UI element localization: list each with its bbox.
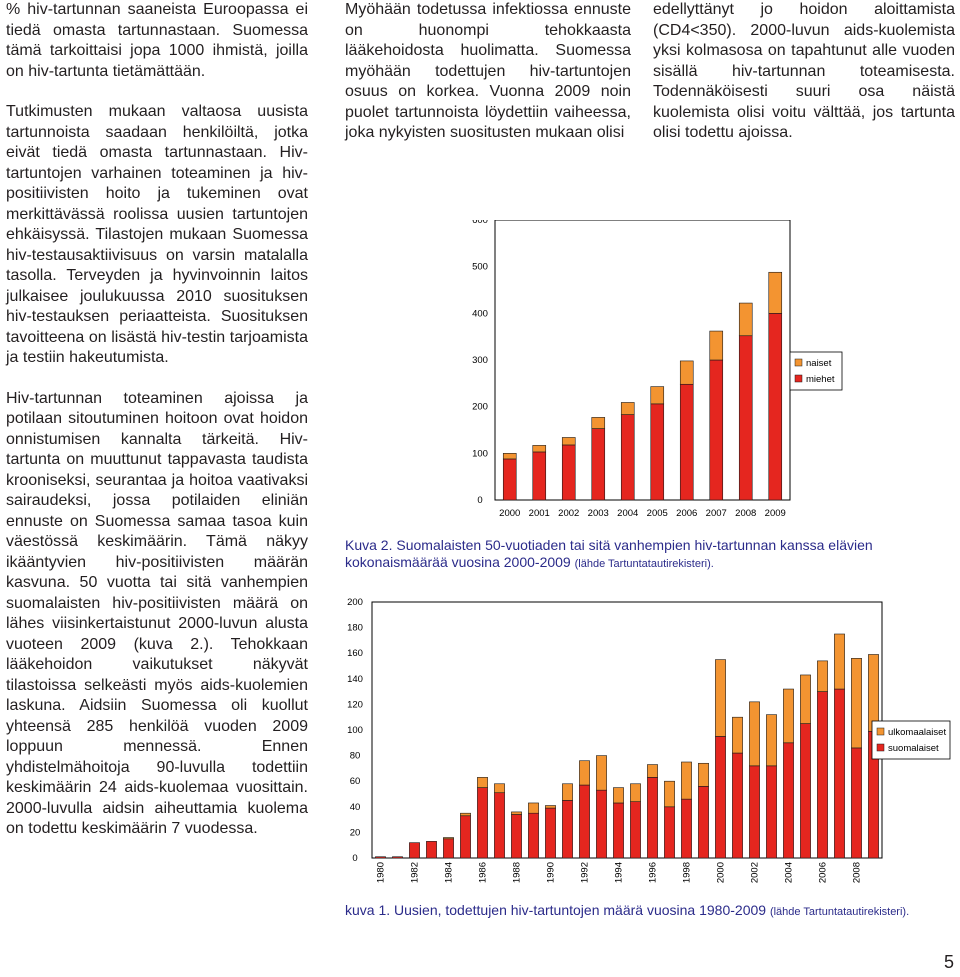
legend-swatch [877, 744, 884, 751]
bar-miehet-2006 [680, 384, 693, 500]
y-tick-label: 500 [472, 261, 488, 273]
y-tick-label: 80 [349, 750, 361, 762]
y-tick-label: 180 [347, 622, 363, 634]
bar-ulkomaalaiset-1997 [664, 781, 674, 807]
bar-ulkomaalaiset-1994 [613, 788, 623, 803]
bar-suomalaiset-1985 [460, 816, 470, 858]
x-tick-label: 2001 [528, 508, 550, 519]
bar-naiset-2007 [710, 331, 723, 360]
bar-suomalaiset-2004 [783, 743, 793, 858]
y-tick-label: 0 [477, 495, 483, 506]
bar-ulkomaalaiset-1993 [596, 756, 606, 791]
y-tick-label: 100 [472, 448, 488, 460]
bar-suomalaiset-2005 [800, 724, 810, 858]
x-tick-label: 1994 [613, 862, 625, 884]
bar-suomalaiset-1994 [613, 803, 623, 858]
bar-suomalaiset-1999 [698, 786, 708, 858]
bar-ulkomaalaiset-1996 [647, 765, 657, 778]
x-tick-label: 1986 [477, 862, 489, 884]
bar-ulkomaalaiset-2003 [766, 715, 776, 766]
bar-miehet-2002 [562, 445, 575, 500]
bar-ulkomaalaiset-1992 [579, 761, 589, 785]
x-tick-label: 1992 [579, 862, 591, 884]
bar-naiset-2005 [651, 387, 664, 404]
bar-suomalaiset-1982 [409, 843, 419, 858]
bar-naiset-2006 [680, 361, 693, 384]
bar-ulkomaalaiset-2009 [868, 654, 878, 731]
bar-ulkomaalaiset-2004 [783, 689, 793, 743]
text-column-1 [6, 0, 308, 840]
bar-ulkomaalaiset-1987 [494, 784, 504, 793]
legend-label: naiset [806, 358, 832, 369]
bar-suomalaiset-1989 [528, 813, 538, 858]
bar-ulkomaalaiset-1990 [545, 806, 555, 809]
caption-source: (lähde Tartuntatautirekisteri). [769, 906, 910, 918]
bar-miehet-2008 [739, 336, 752, 500]
caption-text: kuva 1. Uusien, todettujen hiv-tartuntojen määrä vuosina 1980-2009 [345, 902, 767, 918]
paragraph: Myöhään todetussa infektiossa ennuste on huonompi tehokkaasta lääkehoidosta huolimatta. Suomessa myöhään todettujen hiv-tartuntojen osuus on korkea. Vuonna 2009 noin puolet tartunnoista löydettiin vaiheessa, joka nykyisten suositusten mukaan olisi [345, 1, 631, 141]
chart-kuva-1-svg [342, 598, 954, 896]
bar-suomalaiset-1988 [511, 814, 521, 858]
caption-kuva-1 [345, 902, 945, 921]
x-tick-label: 1996 [647, 862, 659, 884]
x-tick-label: 2002 [749, 862, 761, 884]
bar-naiset-2004 [621, 402, 634, 414]
bar-naiset-2002 [562, 437, 575, 444]
y-tick-label: 200 [347, 598, 363, 608]
bar-miehet-2007 [710, 360, 723, 500]
x-tick-label: 2000 [715, 862, 727, 884]
bar-miehet-2005 [651, 404, 664, 500]
x-tick-label: 1988 [511, 862, 523, 884]
legend-label: ulkomaalaiset [888, 727, 947, 738]
bar-suomalaiset-2002 [749, 766, 759, 858]
bar-miehet-2000 [503, 459, 516, 500]
bar-ulkomaalaiset-1988 [511, 812, 521, 815]
x-tick-label: 2004 [783, 862, 795, 884]
bar-ulkomaalaiset-1989 [528, 803, 538, 813]
bar-miehet-2003 [592, 429, 605, 500]
paragraph: Hiv-tartunnan toteaminen ajoissa ja potilaan sitoutuminen hoitoon ovat hoidon onnistumisen kannalta tärkeitä. Hiv-tartunta on muuttunut tappavasta taudista krooniseksi, seurantaa ja hoitoa vaativaksi sairaudeksi, jossa potilaiden eliniän ennuste on Suomessa samaa tasoa kuin väestössä keskimäärin. Tämä näkyy ikääntyvien hiv-positiivisten määrän kasvuna. 50 vuotta tai sitä vanhempien suomalaisten hiv-positiivisten määrä on lähes viisinkertaistunut 2000-luvun alusta vuoteen 2009 (kuva 2.). Tehokkaan lääkehoidon vaikutukset näkyvät tilastoissa selkeästi myös aids-kuolemien laskuna. Aidsiin Suomessa oli kuollut yhteensä 285 henkilöä vuoden 2009 loppuun mennessä. Ennen yhdistelmähoitoja 90-luvulla todettiin keskimäärin 24 aids-kuolemaa vuosittain. 2000-luvulla aidsin aiheuttamia kuolema on todettu keskimäärin 7 vuodessa. [6, 389, 308, 837]
y-tick-label: 400 [472, 308, 488, 320]
y-tick-label: 200 [472, 401, 488, 413]
y-tick-label: 40 [349, 801, 361, 813]
bar-ulkomaalaiset-2002 [749, 702, 759, 766]
x-tick-label: 2009 [764, 508, 786, 519]
legend-swatch [795, 359, 802, 366]
text-column-2 [345, 0, 631, 144]
bar-suomalaiset-1995 [630, 802, 640, 858]
x-tick-label: 2006 [817, 862, 829, 884]
bar-ulkomaalaiset-1985 [460, 813, 470, 816]
y-tick-label: 600 [472, 220, 488, 226]
y-tick-label: 100 [347, 725, 363, 736]
bar-suomalaiset-2006 [817, 692, 827, 858]
bar-suomalaiset-2000 [715, 736, 725, 858]
x-tick-label: 1990 [545, 862, 557, 884]
chart-kuva-1 [342, 598, 954, 896]
y-tick-label: 140 [347, 673, 363, 685]
bar-ulkomaalaiset-1995 [630, 784, 640, 802]
x-tick-label: 2007 [705, 508, 727, 519]
bar-suomalaiset-2007 [834, 689, 844, 858]
x-tick-label: 2003 [587, 508, 609, 519]
bar-naiset-2001 [533, 445, 546, 452]
bar-miehet-2001 [533, 452, 546, 500]
chart-kuva-2 [440, 220, 940, 530]
bar-ulkomaalaiset-2005 [800, 675, 810, 724]
y-tick-label: 0 [352, 853, 358, 864]
bar-naiset-2008 [739, 303, 752, 336]
paragraph: edellyttänyt jo hoidon aloittamista (CD4<350). 2000-luvun aids-kuolemista yksi kolmasosa on tapahtunut alle vuoden sisällä hiv-tartunnan toteamisesta. Todennäköisesti suuri osa näistä kuolemista olisi voitu välttää, jos tartunta olisi todettu ajoissa. [653, 1, 955, 141]
legend-label: miehet [806, 374, 835, 385]
x-tick-label: 1982 [409, 862, 421, 884]
x-tick-label: 2005 [646, 508, 668, 519]
y-tick-label: 300 [472, 355, 488, 366]
bar-suomalaiset-1992 [579, 785, 589, 858]
legend-swatch [877, 728, 884, 735]
bar-naiset-2000 [503, 453, 516, 459]
bar-ulkomaalaiset-1998 [681, 762, 691, 799]
bar-ulkomaalaiset-1984 [443, 838, 453, 839]
x-tick-label: 2004 [617, 508, 639, 519]
bar-suomalaiset-1997 [664, 807, 674, 858]
chart-kuva-2-svg [440, 220, 940, 530]
page-number: 5 [943, 952, 954, 972]
bar-suomalaiset-1986 [477, 788, 487, 858]
bar-suomalaiset-1981 [392, 857, 402, 858]
paragraph: Tutkimusten mukaan valtaosa uusista tartunnoista saadaan henkilöiltä, jotka eivät tiedä omasta tartunnastaan. Hiv-tartuntojen varhainen toteaminen ja hiv-positiivisten hoito ja tukeminen ovat merkittävässä roolissa uusien tartuntojen ehkäisyssä. Tilastojen mukaan Suomessa hiv-testausaktiivisuus on varsin matalalla tasolla. Terveyden ja hyvinvoinnin laitos julkaisee joulukuussa 2010 suosituksen hiv-testauksen periaatteista. Suosituksen tavoitteena on lisästä hiv-testin tarjoamista ja testiin hakeutumista. [6, 103, 308, 366]
bar-suomalaiset-1991 [562, 800, 572, 858]
bar-suomalaiset-2003 [766, 766, 776, 858]
x-tick-label: 1980 [375, 862, 387, 884]
bar-ulkomaalaiset-1986 [477, 777, 487, 787]
x-tick-label: 1984 [443, 862, 455, 884]
bar-suomalaiset-1984 [443, 839, 453, 858]
bar-suomalaiset-1993 [596, 790, 606, 858]
bar-ulkomaalaiset-2008 [851, 658, 861, 748]
bar-suomalaiset-1996 [647, 777, 657, 858]
caption-source: (lähde Tartuntatautirekisteri). [574, 558, 714, 570]
bar-ulkomaalaiset-1991 [562, 784, 572, 801]
bar-ulkomaalaiset-2007 [834, 634, 844, 689]
x-tick-label: 2006 [676, 508, 698, 519]
legend-label: suomalaiset [888, 743, 939, 754]
x-tick-label: 2008 [735, 508, 757, 519]
bar-suomalaiset-1990 [545, 808, 555, 858]
text-column-3 [653, 0, 955, 144]
bar-ulkomaalaiset-2000 [715, 660, 725, 737]
legend-swatch [795, 375, 802, 382]
bar-miehet-2004 [621, 415, 634, 500]
y-tick-label: 60 [349, 776, 361, 788]
bar-suomalaiset-1983 [426, 841, 436, 858]
x-tick-label: 2002 [558, 508, 580, 519]
bar-suomalaiset-2001 [732, 753, 742, 858]
x-tick-label: 2000 [499, 508, 521, 519]
bar-suomalaiset-1987 [494, 793, 504, 858]
y-tick-label: 20 [349, 827, 361, 839]
x-tick-label: 1998 [681, 862, 693, 884]
x-tick-label: 2008 [851, 862, 863, 884]
caption-text: Kuva 2. Suomalaisten 50-vuotiaden tai sitä vanhempien hiv-tartunnan kanssa elävien kokonaismäärää vuosina 2000-2009 [345, 537, 873, 570]
y-tick-label: 120 [347, 699, 363, 711]
bar-suomalaiset-1980 [375, 857, 385, 858]
bar-suomalaiset-2008 [851, 748, 861, 858]
bar-suomalaiset-1998 [681, 799, 691, 858]
caption-kuva-2 [345, 537, 945, 573]
bar-naiset-2009 [769, 272, 782, 313]
bar-ulkomaalaiset-2006 [817, 661, 827, 692]
paragraph: % hiv-tartunnan saaneista Euroopassa ei tiedä omasta tartunnastaan. Suomessa tämä tarkoittaisi jopa 1000 ihmistä, joilla on hiv-tartunta tietämättään. [6, 1, 308, 80]
bar-ulkomaalaiset-1999 [698, 763, 708, 786]
bar-miehet-2009 [769, 313, 782, 500]
y-tick-label: 160 [347, 648, 363, 660]
bar-ulkomaalaiset-2001 [732, 717, 742, 753]
bar-naiset-2003 [592, 417, 605, 428]
